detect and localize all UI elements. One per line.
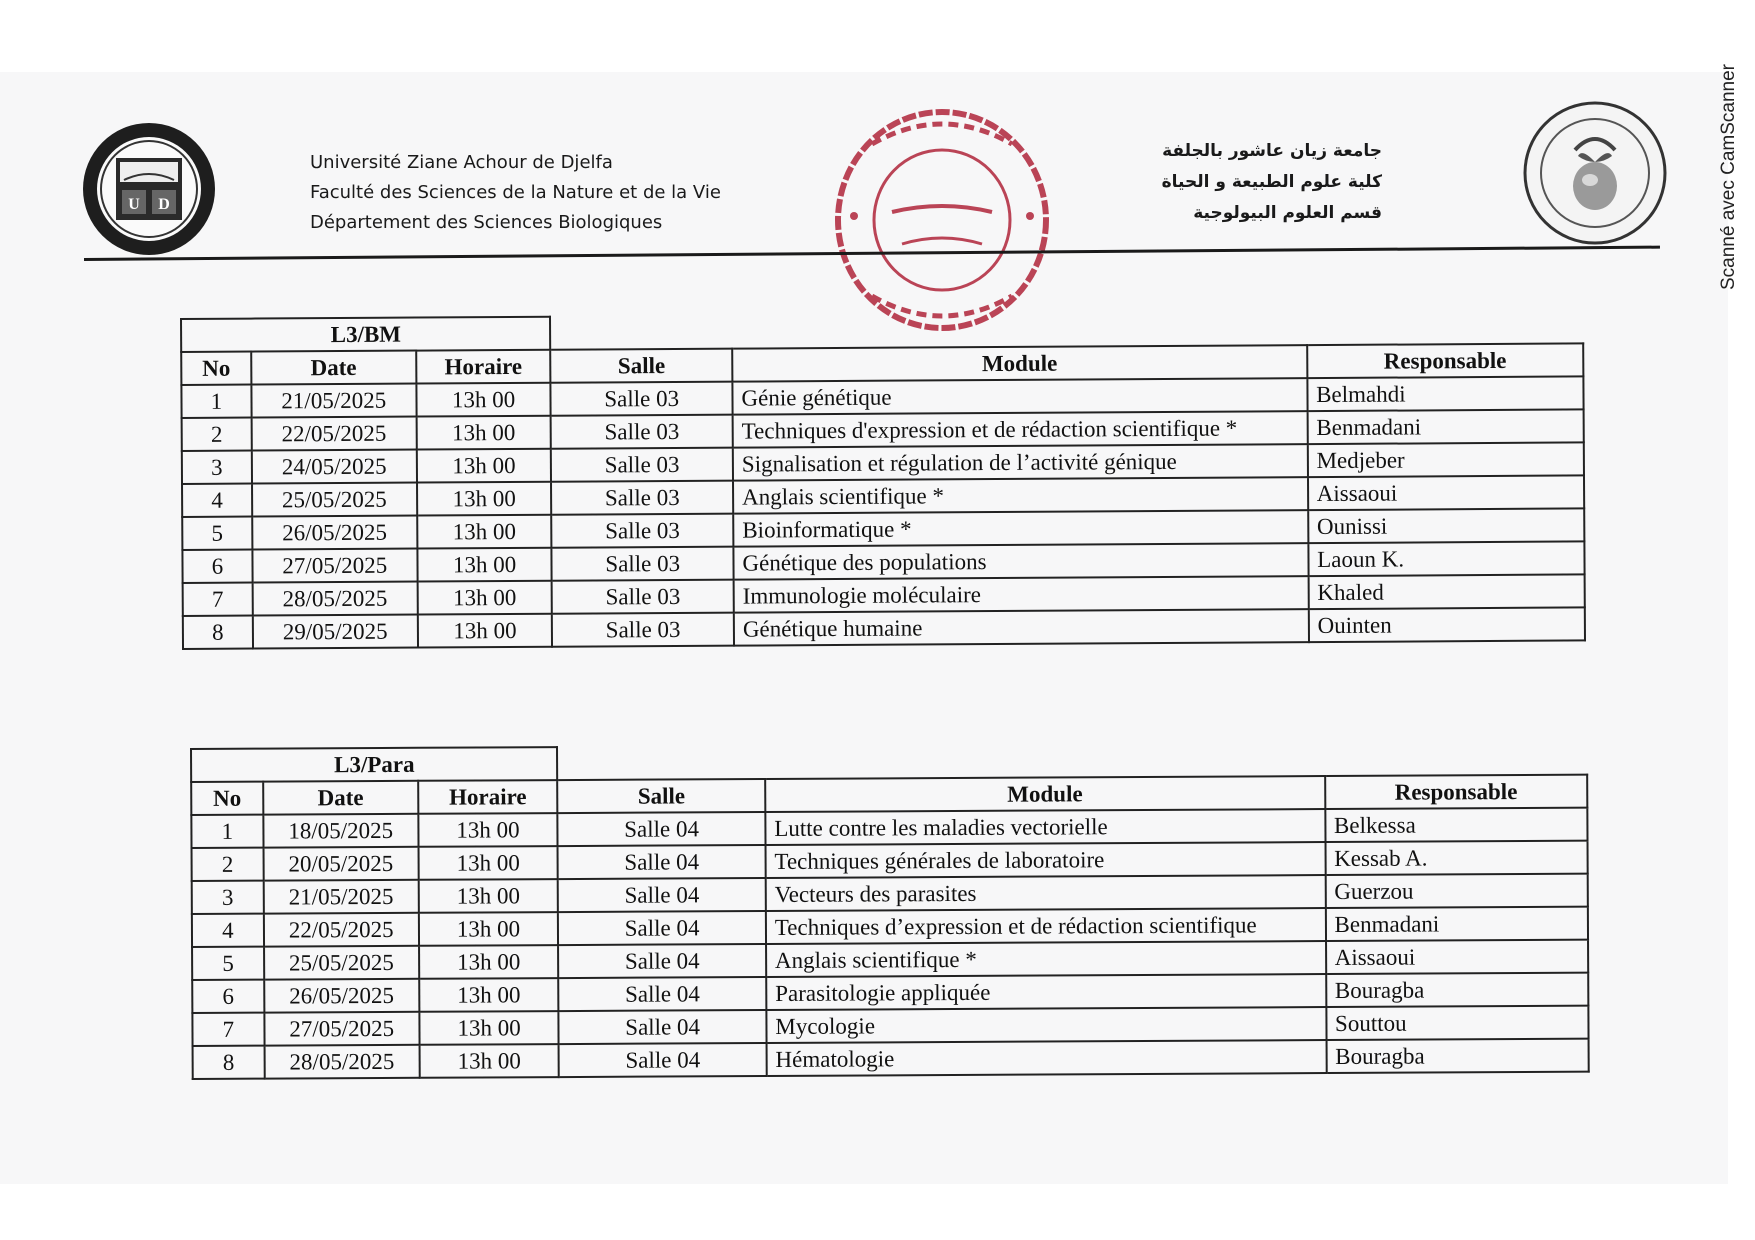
cell-responsable: Medjeber bbox=[1307, 442, 1584, 477]
faculty-name-fr: Faculté des Sciences de la Nature et de la Vie bbox=[310, 182, 721, 203]
col-header-salle: Salle bbox=[558, 779, 766, 813]
university-name-fr: Université Ziane Achour de Djelfa bbox=[310, 152, 613, 173]
cell-date: 26/05/2025 bbox=[264, 979, 419, 1013]
cell-date: 25/05/2025 bbox=[252, 483, 417, 517]
cell-horaire: 13h 00 bbox=[419, 978, 559, 1012]
cell-date: 20/05/2025 bbox=[263, 847, 418, 881]
col-header-no: No bbox=[181, 352, 251, 385]
cell-salle: Salle 04 bbox=[559, 1043, 767, 1077]
col-header-responsable: Responsable bbox=[1325, 775, 1588, 809]
cell-salle: Salle 04 bbox=[559, 1010, 767, 1044]
cell-responsable: Belmahdi bbox=[1307, 376, 1584, 411]
cell-date: 21/05/2025 bbox=[251, 384, 416, 418]
cell-module: Génétique des populations bbox=[733, 543, 1308, 580]
col-header-no: No bbox=[191, 782, 263, 815]
cell-responsable: Kessab A. bbox=[1325, 841, 1588, 875]
cell-no: 8 bbox=[183, 616, 253, 649]
cell-responsable: Guerzou bbox=[1325, 874, 1588, 908]
group-label: L3/BM bbox=[181, 317, 551, 352]
cell-date: 29/05/2025 bbox=[253, 615, 418, 649]
group-label: L3/Para bbox=[191, 747, 558, 782]
cell-no: 5 bbox=[192, 947, 264, 980]
cell-responsable: Khaled bbox=[1308, 574, 1585, 609]
cell-horaire: 13h 00 bbox=[418, 813, 558, 847]
cell-no: 4 bbox=[182, 484, 252, 517]
col-header-horaire: Horaire bbox=[416, 350, 551, 384]
cell-date: 27/05/2025 bbox=[264, 1012, 419, 1046]
cell-salle: Salle 04 bbox=[559, 977, 767, 1011]
university-name-ar: جامعة زيان عاشور بالجلفة bbox=[1162, 141, 1382, 161]
cell-module: Signalisation et régulation de l’activité génique bbox=[733, 444, 1308, 481]
cell-no: 2 bbox=[182, 418, 252, 451]
faculty-name-ar: كلية علوم الطبيعة و الحياة bbox=[1161, 172, 1382, 192]
cell-salle: Salle 03 bbox=[551, 481, 733, 515]
cell-no: 3 bbox=[192, 881, 264, 914]
cell-no: 6 bbox=[192, 980, 264, 1013]
cell-salle: Salle 03 bbox=[551, 415, 733, 449]
col-header-date: Date bbox=[263, 781, 418, 815]
col-header-salle: Salle bbox=[551, 349, 733, 383]
col-header-module: Module bbox=[765, 776, 1325, 812]
cell-horaire: 13h 00 bbox=[417, 614, 552, 648]
cell-no: 1 bbox=[191, 815, 263, 848]
cell-responsable: Bouragba bbox=[1326, 1039, 1589, 1073]
cell-salle: Salle 04 bbox=[558, 878, 766, 912]
cell-date: 24/05/2025 bbox=[252, 450, 417, 484]
cell-module: Lutte contre les maladies vectorielle bbox=[765, 809, 1325, 845]
logo-letter-d: D bbox=[158, 196, 170, 213]
cell-responsable: Souttou bbox=[1326, 1006, 1589, 1040]
cell-date: 26/05/2025 bbox=[252, 516, 417, 550]
cell-module: Techniques générales de laboratoire bbox=[765, 842, 1325, 878]
cell-module: Bioinformatique * bbox=[733, 510, 1308, 547]
cell-date: 22/05/2025 bbox=[264, 913, 419, 947]
cell-module: Génie génétique bbox=[732, 378, 1307, 415]
cell-salle: Salle 03 bbox=[551, 382, 733, 416]
cell-no: 3 bbox=[182, 451, 252, 484]
cell-date: 21/05/2025 bbox=[264, 880, 419, 914]
cell-module: Techniques d'expression et de rédaction scientifique * bbox=[733, 411, 1308, 448]
cell-horaire: 13h 00 bbox=[416, 383, 551, 417]
cell-salle: Salle 04 bbox=[558, 812, 766, 846]
cell-horaire: 13h 00 bbox=[416, 449, 551, 483]
cell-module: Mycologie bbox=[766, 1007, 1326, 1043]
cell-module: Immunologie moléculaire bbox=[734, 576, 1309, 613]
cell-horaire: 13h 00 bbox=[418, 879, 558, 913]
cell-responsable: Ouinten bbox=[1308, 607, 1585, 642]
cell-horaire: 13h 00 bbox=[419, 912, 559, 946]
header-arabic-block bbox=[1110, 136, 1382, 229]
cell-horaire: 13h 00 bbox=[417, 515, 552, 549]
cell-no: 1 bbox=[181, 385, 251, 418]
cell-salle: Salle 03 bbox=[551, 448, 733, 482]
col-header-date: Date bbox=[251, 351, 416, 385]
university-logo bbox=[80, 120, 218, 258]
cell-no: 7 bbox=[183, 583, 253, 616]
cell-salle: Salle 03 bbox=[552, 613, 734, 647]
schedule-table-l3-bm bbox=[180, 309, 1586, 650]
cell-horaire: 13h 00 bbox=[417, 482, 552, 516]
cell-responsable: Aissaoui bbox=[1308, 475, 1585, 510]
cell-responsable: Belkessa bbox=[1325, 808, 1588, 842]
cell-responsable: Benmadani bbox=[1307, 409, 1584, 444]
cell-horaire: 13h 00 bbox=[417, 548, 552, 582]
cell-salle: Salle 04 bbox=[558, 911, 766, 945]
logo-letter-u: U bbox=[128, 196, 140, 213]
cell-module: Vecteurs des parasites bbox=[766, 875, 1326, 911]
cell-module: Anglais scientifique * bbox=[766, 941, 1326, 977]
cell-module: Anglais scientifique * bbox=[733, 477, 1308, 514]
cell-responsable: Bouragba bbox=[1326, 973, 1589, 1007]
cell-date: 27/05/2025 bbox=[252, 549, 417, 583]
cell-salle: Salle 04 bbox=[558, 845, 766, 879]
cell-module: Techniques d’expression et de rédaction scientifique bbox=[766, 908, 1326, 944]
header-french-block bbox=[310, 148, 740, 238]
cell-module: Hématologie bbox=[766, 1040, 1326, 1076]
cell-horaire: 13h 00 bbox=[418, 846, 558, 880]
cell-horaire: 13h 00 bbox=[419, 1044, 559, 1078]
cell-date: 28/05/2025 bbox=[264, 1045, 419, 1079]
cell-no: 5 bbox=[182, 517, 252, 550]
cell-salle: Salle 03 bbox=[552, 580, 734, 614]
cell-horaire: 13h 00 bbox=[416, 416, 551, 450]
cell-horaire: 13h 00 bbox=[419, 945, 559, 979]
cell-no: 4 bbox=[192, 914, 264, 947]
cell-no: 2 bbox=[192, 848, 264, 881]
cell-module: Génétique humaine bbox=[734, 609, 1309, 646]
cell-salle: Salle 04 bbox=[558, 944, 766, 978]
cell-no: 7 bbox=[192, 1013, 264, 1046]
department-stamp bbox=[832, 104, 1052, 336]
cell-no: 6 bbox=[182, 550, 252, 583]
cell-responsable: Benmadani bbox=[1325, 907, 1588, 941]
cell-salle: Salle 03 bbox=[552, 514, 734, 548]
col-header-module: Module bbox=[732, 345, 1307, 382]
cell-horaire: 13h 00 bbox=[417, 581, 552, 615]
cell-module: Parasitologie appliquée bbox=[766, 974, 1326, 1010]
cell-responsable: Aissaoui bbox=[1326, 940, 1589, 974]
cell-horaire: 13h 00 bbox=[419, 1011, 559, 1045]
cell-date: 18/05/2025 bbox=[263, 814, 418, 848]
scanner-watermark-text: Scanné avec CamScanner bbox=[1718, 63, 1739, 290]
cell-no: 8 bbox=[193, 1046, 265, 1079]
cell-date: 22/05/2025 bbox=[251, 417, 416, 451]
cell-responsable: Laoun K. bbox=[1308, 541, 1585, 576]
col-header-horaire: Horaire bbox=[418, 780, 558, 814]
col-header-responsable: Responsable bbox=[1307, 343, 1584, 378]
department-name-fr: Département des Sciences Biologiques bbox=[310, 212, 663, 233]
table-row bbox=[193, 1039, 1589, 1079]
schedule-table-l3-para bbox=[190, 741, 1590, 1080]
cell-date: 25/05/2025 bbox=[264, 946, 419, 980]
department-name-ar: قسم العلوم البيولوجية bbox=[1193, 203, 1382, 223]
cell-date: 28/05/2025 bbox=[252, 582, 417, 616]
faculty-logo bbox=[1520, 98, 1670, 248]
cell-responsable: Ounissi bbox=[1308, 508, 1585, 543]
cell-salle: Salle 03 bbox=[552, 547, 734, 581]
